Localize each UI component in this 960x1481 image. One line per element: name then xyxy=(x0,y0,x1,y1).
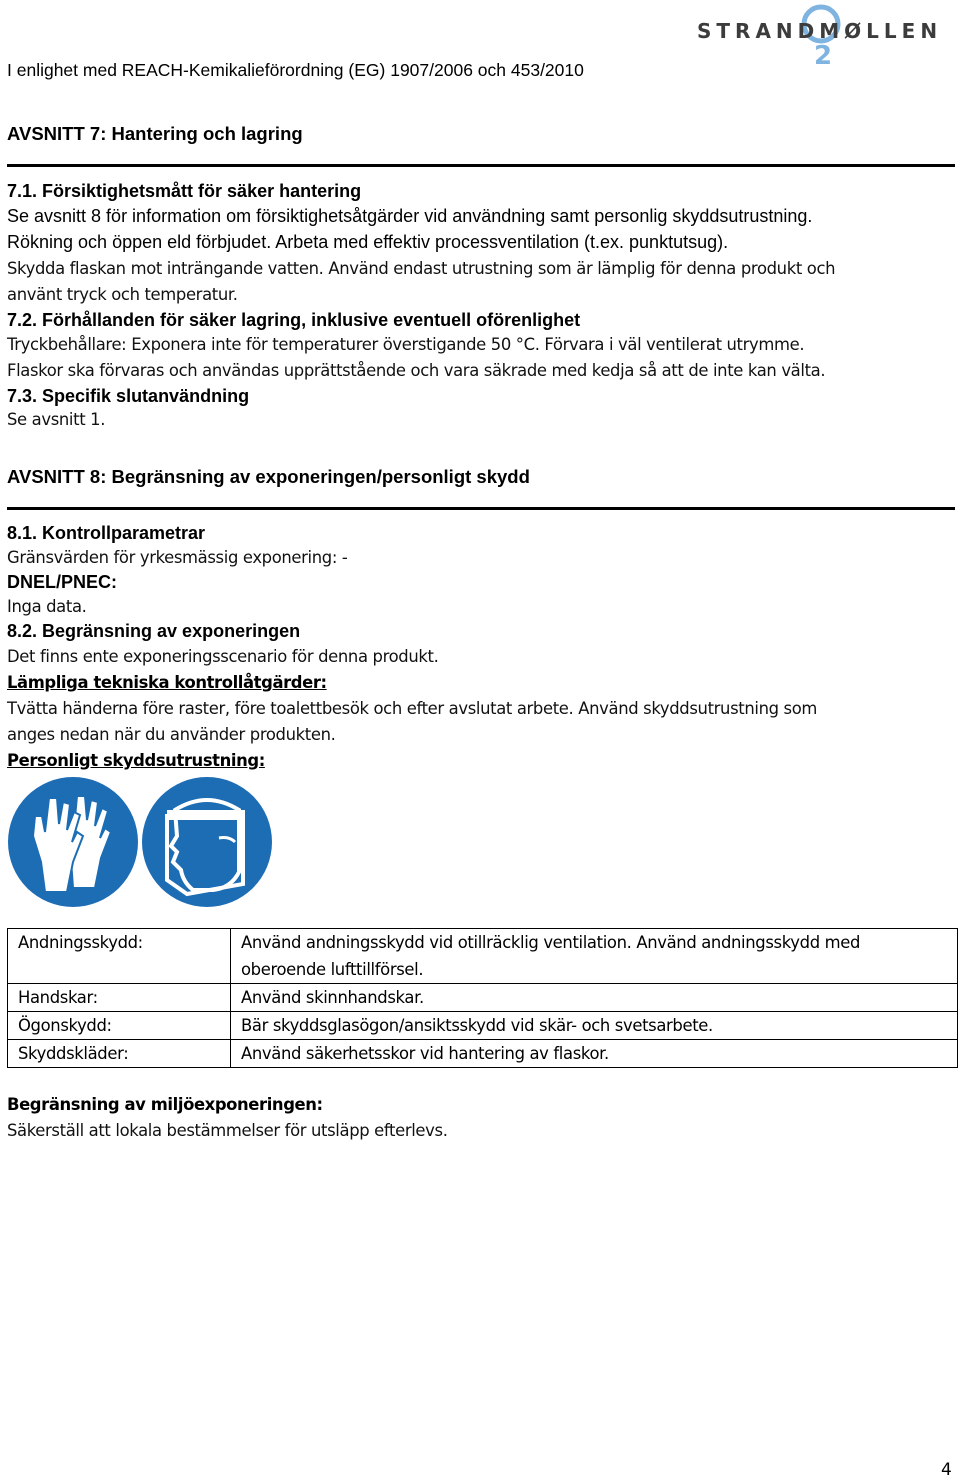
page-number: 4 xyxy=(941,1460,952,1480)
table-row xyxy=(8,984,958,1012)
ppe-heading: Personligt skyddsutrustning: xyxy=(7,751,265,770)
s81-line-1: Gränsvärden för yrkesmässig exponering: - xyxy=(7,548,348,567)
subsection-7-2-title: 7.2. Förhållanden för säker lagring, inklusive eventuell oförenlighet xyxy=(7,310,581,330)
ppe-table xyxy=(7,928,958,1068)
environmental-heading: Begränsning av miljöexponeringen: xyxy=(7,1095,323,1114)
subsection-7-3-title: 7.3. Specifik slutanvändning xyxy=(7,386,250,406)
ppe-value-gloves: Använd skinnhandskar. xyxy=(231,984,958,1012)
technical-controls-line-2: anges nedan när du använder produkten. xyxy=(7,725,336,744)
table-row xyxy=(8,929,958,984)
s73-line-1: Se avsnitt 1. xyxy=(7,410,106,429)
ppe-value-respiratory: Använd andningsskydd vid otillräcklig ventilation. Använd andningsskydd med oberoende lufttillförsel. xyxy=(231,929,958,984)
subsection-8-1-title: 8.1. Kontrollparametrar xyxy=(7,523,206,543)
face-shield-icon xyxy=(142,777,272,907)
regulation-header: I enlighet med REACH-Kemikalieförordning (EG) 1907/2006 och 453/2010 xyxy=(7,60,584,80)
section-8-title: AVSNITT 8: Begränsning av exponeringen/personligt skydd xyxy=(7,466,530,487)
ppe-pictograms xyxy=(7,776,273,908)
s72-line-1: Tryckbehållare: Exponera inte för temperaturer överstigande 50 °C. Förvara i väl ventilerat utrymme. xyxy=(7,335,805,354)
section-7-title: AVSNITT 7: Hantering och lagring xyxy=(7,123,303,144)
table-row xyxy=(8,1040,958,1068)
technical-controls-heading: Lämpliga tekniska kontrollåtgärder: xyxy=(7,673,327,692)
s71-line-4: använt tryck och temperatur. xyxy=(7,285,238,304)
svg-text:2: 2 xyxy=(814,41,833,71)
table-row xyxy=(8,1012,958,1040)
ppe-pictogram-graphic xyxy=(7,776,273,908)
ppe-label-respiratory: Andningsskydd: xyxy=(8,929,231,984)
s72-line-2: Flaskor ska förvaras och användas upprättstående och vara säkrade med kedja så att de inte kan välta. xyxy=(7,361,826,380)
gloves-icon xyxy=(8,777,138,907)
ppe-value-clothing: Använd säkerhetsskor vid hantering av flaskor. xyxy=(231,1040,958,1068)
logo-text: STRANDMØLLEN xyxy=(697,19,943,43)
strandmollen-logo xyxy=(690,2,952,74)
environmental-line-1: Säkerställ att lokala bestämmelser för utsläpp efterlevs. xyxy=(7,1121,448,1140)
section-7-divider xyxy=(7,164,955,167)
subsection-8-2-title: 8.2. Begränsning av exponeringen xyxy=(7,621,301,641)
dnel-pnec-value: Inga data. xyxy=(7,597,87,616)
technical-controls-line-1: Tvätta händerna före raster, före toalettbesök och efter avslutat arbete. Använd skyddsutrustning som xyxy=(7,699,818,718)
s82-line-1: Det finns ente exponeringsscenario för denna produkt. xyxy=(7,647,439,666)
s71-line-3: Skydda flaskan mot inträngande vatten. Använd endast utrustning som är lämplig för denna produkt och xyxy=(7,259,836,278)
dnel-pnec-label: DNEL/PNEC: xyxy=(7,572,118,592)
subsection-7-1-title: 7.1. Försiktighetsmått för säker hantering xyxy=(7,181,362,201)
s71-line-1: Se avsnitt 8 för information om försiktighetsåtgärder vid användning samt personlig skyddsutrustning. xyxy=(7,206,813,226)
ppe-value-eye: Bär skyddsglasögon/ansiktsskydd vid skär- och svetsarbete. xyxy=(231,1012,958,1040)
s71-line-2: Rökning och öppen eld förbjudet. Arbeta med effektiv processventilation (t.ex. punktutsug). xyxy=(7,232,729,252)
ppe-label-gloves: Handskar: xyxy=(8,984,231,1012)
section-8-divider xyxy=(7,507,955,510)
ppe-label-clothing: Skyddskläder: xyxy=(8,1040,231,1068)
ppe-label-eye: Ögonskydd: xyxy=(8,1012,231,1040)
